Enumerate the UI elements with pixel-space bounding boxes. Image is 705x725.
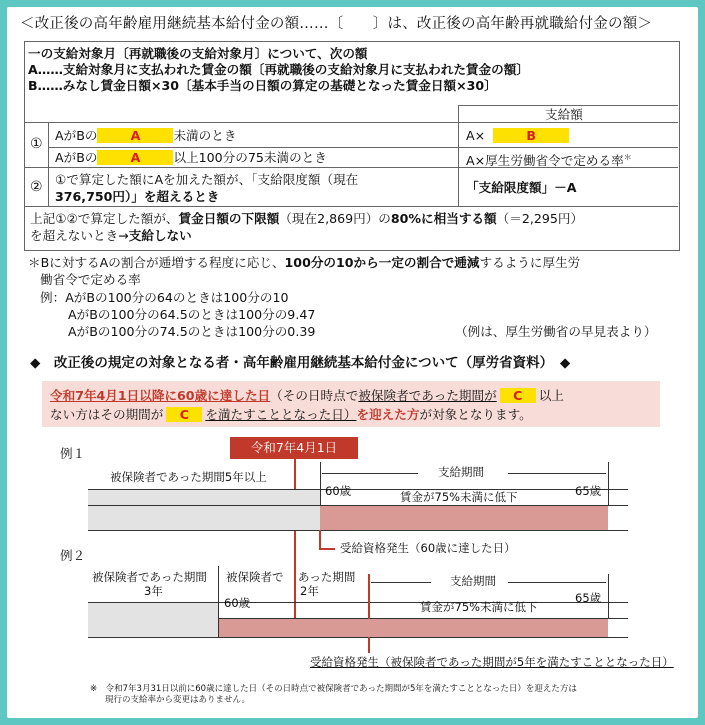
example1-payment-arrow-right — [508, 473, 606, 474]
example1-benefit-bar — [320, 506, 608, 530]
example1-event-label: 受給資格発生（60歳に達した日） — [340, 541, 516, 555]
example1-insured-bar — [88, 490, 320, 530]
example2-period-a2: 3年 — [144, 584, 163, 598]
table-rule — [24, 122, 678, 123]
row-number-1: ① — [30, 136, 43, 152]
blank-b: B — [493, 128, 569, 143]
diagram-note-1: ※ 令和7年3月31日以前に60歳に達した日（その日時点で被保険者であった期間が5年を満たすこととなった日）を迎えた方は — [90, 684, 577, 694]
row2-condition-2: 376,750円）」を超えるとき — [55, 189, 220, 204]
example1-top-line — [88, 489, 628, 490]
example2-top-line — [88, 602, 628, 603]
example1-period: 被保険者であった期間5年以上 — [110, 470, 267, 484]
definition-line-1: 一の支給対象月〔再就職後の支給対象月〕について、次の額 — [28, 46, 368, 61]
example2-period-b1: 被保険者で — [226, 570, 284, 584]
example2-end-tick — [608, 574, 609, 619]
example2-first-period-bar — [88, 603, 218, 637]
example1-event-arrow — [319, 548, 335, 550]
example2-age-60: 60歳 — [224, 596, 251, 610]
example1-label: 例１ — [60, 446, 86, 461]
footnote-line-1: ＊Bに対するAの割合が逓増する程度に応じ、100分の10から一定の割合で逓減するように厚生労 — [28, 255, 581, 270]
row2-condition-1: ①で算定した額にAを加えた額が、「支給限度額（現在 — [55, 172, 359, 187]
example1-end-age: 65歳 — [575, 484, 602, 498]
table-rule — [48, 147, 678, 148]
date-label: 令和7年4月1日 — [230, 437, 358, 459]
target-line-1: 令和7年4月1日以降に60歳に達した日（その日時点で被保険者であった期間が C 以上 — [50, 388, 564, 403]
row-number-2: ② — [30, 179, 43, 195]
table-rule — [458, 105, 678, 106]
example2-end-age: 65歳 — [575, 591, 602, 605]
lower-limit-note-2: を超えないとき→支給しない — [30, 228, 192, 243]
table-rule — [48, 122, 49, 206]
example2-event-line — [368, 637, 370, 653]
target-line-2: ない方はその期間が C を満たすこととなった日）を迎えた方が対象となります。 — [50, 407, 532, 422]
example2-payment-arrow-left — [371, 582, 431, 583]
example2-period-a1: 被保険者であった期間 — [92, 570, 207, 584]
example1-start-tick — [320, 462, 321, 505]
diagram-note-2: 現行の支給率から変更はありません。 — [105, 695, 251, 705]
example2-period-c1: あった期間 — [298, 570, 356, 584]
row1a-amount: A× B — [466, 128, 569, 143]
blank-c: C — [166, 407, 202, 422]
example2-60-tick — [218, 566, 219, 637]
date-line — [294, 459, 296, 636]
example-source: （例は、厚生労働省の早見表より） — [455, 324, 657, 339]
example2-benefit-bar — [218, 619, 608, 637]
definition-line-2: A……支給対象月に支払われた賃金の額〔再就職後の支給対象月に支払われた賃金の額〕 — [28, 62, 529, 77]
definition-line-3: B……みなし賃金日額×30〔基本手当の日額の算定の基礎となった賃金日額×30〕 — [28, 78, 497, 93]
example2-condition: 賃金が75%未満に低下 — [420, 600, 538, 614]
example1-payment-arrow-left — [322, 473, 418, 474]
example2-payment-label: 支給期間 — [450, 574, 496, 588]
example-1: 例：AがBの100分の64のときは100分の10 — [40, 290, 289, 305]
row1a-condition: AがBの A 未満のとき — [55, 128, 237, 143]
footnote-line-2: 働省令で定める率 — [40, 272, 141, 287]
example2-payment-arrow-right — [508, 582, 606, 583]
blank-a: A — [97, 150, 173, 165]
example2-label: 例２ — [60, 548, 86, 563]
section-heading: ◆ 改正後の規定の対象となる者・高年齢雇用継続基本給付金について（厚労省資料） ◆ — [30, 355, 571, 371]
table-rule — [24, 206, 678, 207]
table-rule — [458, 105, 459, 206]
example2-start-tick — [368, 574, 370, 619]
example2-period-c2: 2年 — [300, 584, 319, 598]
example1-payment-label: 支給期間 — [438, 465, 484, 479]
row1b-condition: AがBの A 以上100分の75未満のとき — [55, 150, 327, 165]
blank-a: A — [97, 128, 173, 143]
example1-bottom-line — [88, 530, 628, 531]
example1-event-line — [319, 530, 321, 548]
example2-bottom-line — [88, 637, 628, 638]
blank-c: C — [500, 388, 536, 403]
example1-condition: 賃金が75%未満に低下 — [400, 490, 518, 504]
example1-start-age: 60歳 — [325, 484, 352, 498]
example1-end-tick — [608, 462, 609, 505]
example-3: AがBの100分の74.5のときは100分の0.39 — [68, 324, 316, 339]
row2-amount: 「支給限度額」－A — [466, 180, 577, 195]
lower-limit-note-1: 上記①②で算定した額が、賃金日額の下限額（現在2,869円）の80%に相当する額（＝2,295円） — [30, 211, 584, 226]
row1b-amount: A×厚生労働省令で定める率＊ — [466, 153, 632, 169]
example2-event-label: 受給資格発生（被保険者であった期間が5年を満たすこととなった日） — [310, 655, 674, 669]
example1-mid-line — [88, 505, 628, 506]
column-header: 支給額 — [545, 107, 583, 122]
page-title: ＜改正後の高年齢雇用継続基本給付金の額……〔 〕は、改正後の高年齢再就職給付金の額＞ — [20, 16, 653, 32]
example-2: AがBの100分の64.5のときは100分の9.47 — [68, 307, 316, 322]
example2-mid-line — [218, 618, 628, 619]
